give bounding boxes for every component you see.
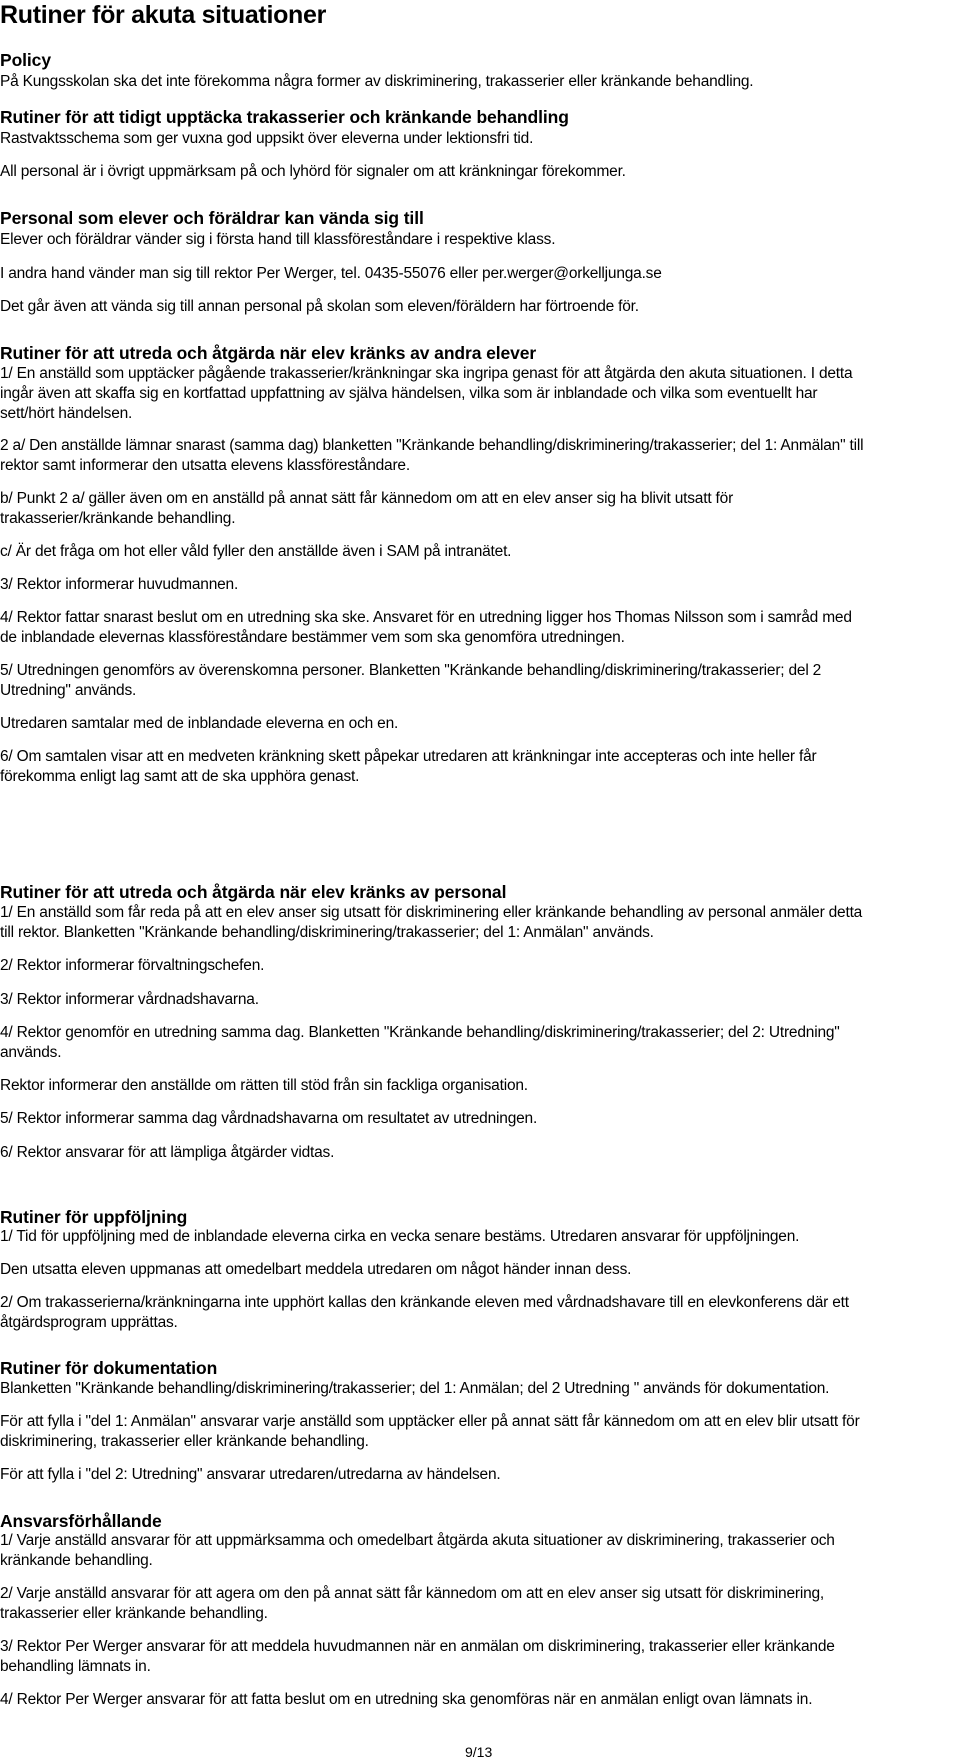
text-line: 6/ Om samtalen visar att en medveten kränkning skett påpekar utredaren att kränkningar inte accepteras och inte heller får [0,748,817,765]
text-line: 2/ Rektor informerar förvaltningschefen. [0,957,265,974]
text-line: För att fylla i "del 1: Anmälan" ansvarar varje anställd som upptäcker eller på annat sätt får kännedom om att en elev blir utsatt för [0,1413,860,1430]
text-line: 5/ Rektor informerar samma dag vårdnadshavarna om resultatet av utredningen. [0,1110,538,1127]
text-line: b/ Punkt 2 a/ gäller även om en anställd på annat sätt får kännedom om att en elev anser sig ha blivit utsatt för [0,490,734,507]
text-line: Rektor informerar den anställde om rätten till stöd från sin fackliga organisation. [0,1077,528,1094]
text-line: 5/ Utredningen genomförs av överenskomna personer. Blanketten "Kränkande behandling/diskriminering/trakasserier; del 2 [0,662,822,679]
text-line: ingår även att skaffa sig en kortfattad uppfattning av själva händelsen, vilka som är inblandade och vilka som eventuellt har [0,385,818,402]
page-title: Rutiner för akuta situationer [0,1,327,29]
text-line: förekomma enligt lag samt att de ska upphöra genast. [0,768,360,785]
text-line: till rektor. Blanketten "Kränkande behandling/diskriminering/trakasserier; del 1: Anmälan" används. [0,924,654,941]
text-line: På Kungsskolan ska det inte förekomma några former av diskriminering, trakasserier eller kränkande behandling. [0,73,754,90]
text-line: 4/ Rektor fattar snarast beslut om en utredning ska ske. Ansvaret för en utredning ligger hos Thomas Nilsson som i samråd med [0,609,852,626]
text-line: Det går även att vända sig till annan personal på skolan som eleven/föräldern har förtroende för. [0,298,639,315]
text-line: Blanketten "Kränkande behandling/diskriminering/trakasserier; del 1: Anmälan; del 2 Utredning " används för dokumentation. [0,1380,830,1397]
text-line: 3/ Rektor informerar vårdnadshavarna. [0,991,259,1008]
text-line: Utredning" används. [0,682,137,699]
text-line: c/ Är det fråga om hot eller våld fyller den anställde även i SAM på intranätet. [0,543,512,560]
text-line: 4/ Rektor genomför en utredning samma dag. Blanketten "Kränkande behandling/diskriminering/trakasserier; del 2: Utredning" [0,1024,840,1041]
section-heading: Ansvarsförhållande [0,1511,162,1531]
text-line: I andra hand vänder man sig till rektor Per Werger, tel. 0435-55076 eller per.werger@orkelljunga.se [0,265,662,282]
text-line: diskriminering, trakasserier eller kränkande behandling. [0,1433,369,1450]
section-heading: Personal som elever och föräldrar kan vända sig till [0,208,424,228]
text-line: trakasserier eller kränkande behandling. [0,1605,268,1622]
text-line: Den utsatta eleven uppmanas att omedelbart meddela utredaren om något händer innan dess. [0,1261,632,1278]
section-heading: Rutiner för dokumentation [0,1358,218,1378]
text-line: 2 a/ Den anställde lämnar snarast (samma dag) blanketten "Kränkande behandling/diskriminering/trakasserier; del 1: Anmälan" till [0,437,864,454]
section-heading: Rutiner för uppföljning [0,1207,188,1227]
section-heading: Policy [0,50,51,70]
text-line: Rastvaktsschema som ger vuxna god uppsikt över eleverna under lektionsfri tid. [0,130,534,147]
text-line: 3/ Rektor Per Werger ansvarar för att meddela huvudmannen när en anmälan om diskriminering, trakasserier eller kränkande [0,1638,835,1655]
text-line: 2/ Varje anställd ansvarar för att agera om den på annat sätt får kännedom om att en elev anser sig utsatt för diskriminering, [0,1585,825,1602]
text-line: rektor samt informerar den utsatta elevens klassföreståndare. [0,457,410,474]
text-line: 3/ Rektor informerar huvudmannen. [0,576,239,593]
text-line: Utredaren samtalar med de inblandade eleverna en och en. [0,715,399,732]
text-line: sett/hört händelsen. [0,405,133,422]
section-heading: Rutiner för att utreda och åtgärda när elev kränks av andra elever [0,343,537,363]
text-line: åtgärdsprogram upprättas. [0,1314,178,1331]
text-line: kränkande behandling. [0,1552,153,1569]
text-line: de inblandade elevernas klassföreståndare bestämmer vem som ska genomföra utredningen. [0,629,625,646]
text-line: 1/ En anställd som upptäcker pågående trakasserier/kränkningar ska ingripa genast för att åtgärda den akuta situationen. I detta [0,365,853,382]
text-line: 6/ Rektor ansvarar för att lämpliga åtgärder vidtas. [0,1144,335,1161]
text-line: Elever och föräldrar vänder sig i första hand till klassföreståndare i respektive klass. [0,231,556,248]
text-line: behandling lämnats in. [0,1658,151,1675]
text-line: trakasserier/kränkande behandling. [0,510,236,527]
text-line: 2/ Om trakasserierna/kränkningarna inte upphört kallas den kränkande eleven med vårdnadshavare till en elevkonferens där ett [0,1294,849,1311]
text-line: 4/ Rektor Per Werger ansvarar för att fatta beslut om en utredning ska genomföras när en anmälan enligt ovan lämnats in. [0,1691,813,1708]
page-number: 9/13 [465,1744,493,1760]
section-heading: Rutiner för att utreda och åtgärda när elev kränks av personal [0,882,507,902]
section-heading: Rutiner för att tidigt upptäcka trakasserier och kränkande behandling [0,107,569,127]
text-line: För att fylla i "del 2: Utredning" ansvarar utredaren/utredarna av händelsen. [0,1466,501,1483]
text-line: 1/ Tid för uppföljning med de inblandade eleverna cirka en vecka senare bestäms. Utredaren ansvarar för uppföljningen. [0,1228,800,1245]
text-line: används. [0,1044,62,1061]
text-line: All personal är i övrigt uppmärksam på och lyhörd för signaler om att kränkningar förekommer. [0,163,626,180]
text-line: 1/ Varje anställd ansvarar för att uppmärksamma och omedelbart åtgärda akuta situationer av diskriminering, trakasserier och [0,1532,835,1549]
text-line: 1/ En anställd som får reda på att en elev anser sig utsatt för diskriminering eller kränkande behandling av personal anmäler detta [0,904,863,921]
